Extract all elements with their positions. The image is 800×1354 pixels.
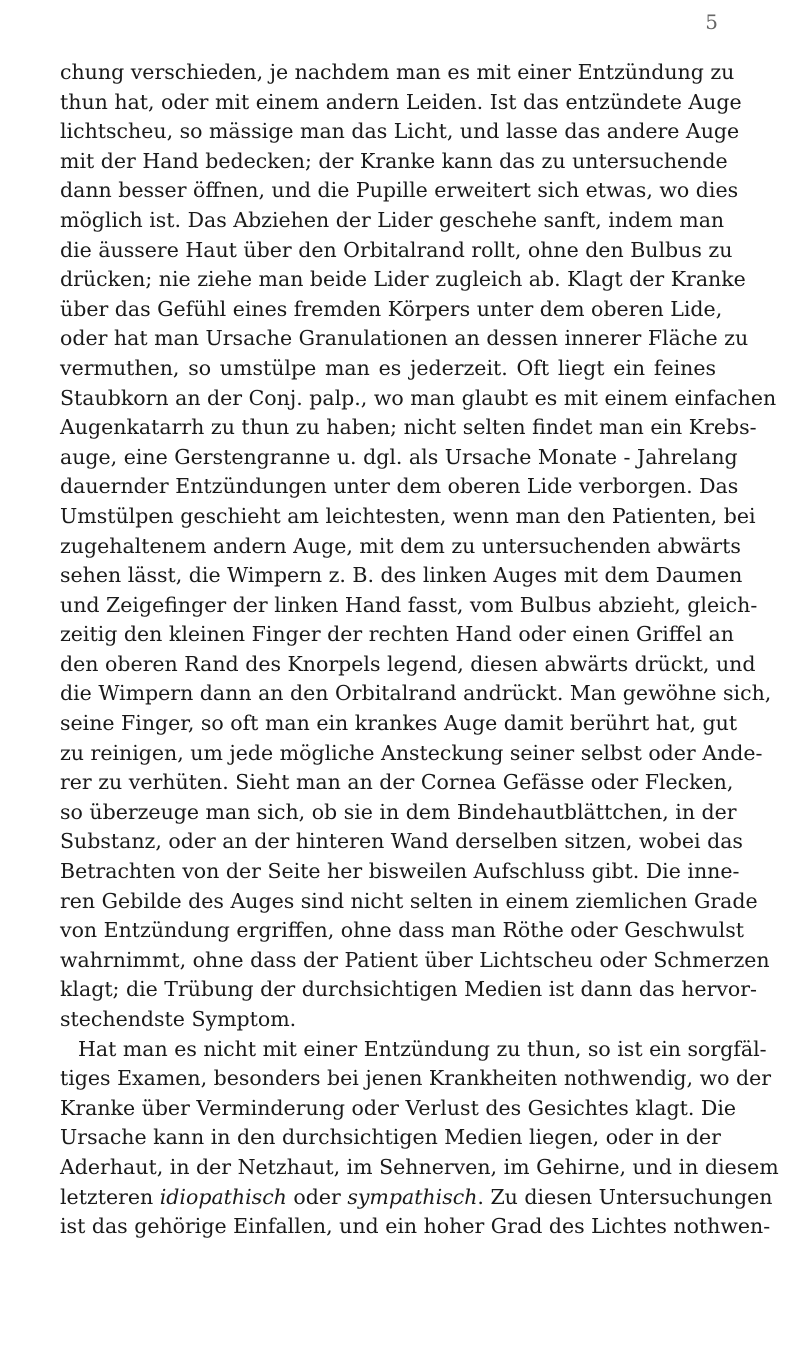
text-line: tiges Examen, besonders bei jenen Krankheiten nothwendig, wo der (60, 1066, 772, 1091)
text-line: drücken; nie ziehe man beide Lider zugleich ab. Klagt der Kranke (60, 267, 746, 292)
text-line: oder hat man Ursache Granulationen an dessen innerer Fläche zu (60, 326, 749, 351)
text-line: Substanz, oder an der hinteren Wand derselben sitzen, wobei das (60, 829, 743, 854)
text-fragment: oder (286, 1184, 348, 1209)
italic-term-idiopathisch: idiopathisch (159, 1184, 287, 1209)
text-fragment: . Zu diesen Untersuchungen (477, 1184, 773, 1209)
text-line: die Wimpern dann an den Orbitalrand andrückt. Man gewöhne sich, (60, 681, 772, 706)
text-line: Ursache kann in den durchsichtigen Medien liegen, oder in der (60, 1125, 721, 1150)
paragraph-1 (60, 58, 777, 1035)
page-number: 5 (705, 10, 718, 34)
text-line: von Entzündung ergriffen, ohne dass man Röthe oder Geschwulst (60, 918, 744, 943)
text-line: Staubkorn an der Conj. palp., wo man glaubt es mit einem einfachen (60, 385, 777, 410)
text-line: zeitig den kleinen Finger der rechten Hand oder einen Griffel an (60, 622, 734, 647)
text-line: Umstülpen geschieht am leichtesten, wenn man den Patienten, bei (60, 503, 756, 528)
text-line: Kranke über Verminderung oder Verlust des Gesichtes klagt. Die (60, 1095, 737, 1120)
text-line: lichtscheu, so mässige man das Licht, und lasse das andere Auge (60, 119, 740, 144)
text-line: die äussere Haut über den Orbitalrand rollt, ohne den Bulbus zu (60, 237, 733, 262)
text-line: auge, eine Gerstengranne u. dgl. als Ursache Monate - Jahrelang (60, 444, 738, 469)
text-line: dann besser öffnen, und die Pupille erweitert sich etwas, wo dies (60, 178, 739, 203)
text-line: thun hat, oder mit einem andern Leiden. Ist das entzündete Auge (60, 89, 742, 114)
text-line: Aderhaut, in der Netzhaut, im Sehnerven, im Gehirne, und in diesem (60, 1154, 779, 1179)
text-line: sehen lässt, die Wimpern z. B. des linken Auges mit dem Daumen (60, 563, 743, 588)
text-line: dauernder Entzündungen unter dem oberen Lide verborgen. Das (60, 474, 739, 499)
text-line: über das Gefühl eines fremden Körpers unter dem oberen Lide, (60, 296, 723, 321)
text-line: wahrnimmt, ohne dass der Patient über Lichtscheu oder Schmerzen (60, 947, 770, 972)
text-line: und Zeigefinger der linken Hand fasst, vom Bulbus abzieht, gleich- (60, 592, 758, 617)
text-line: stechendste Symptom. (60, 1007, 297, 1031)
text-fragment: letzteren (60, 1184, 160, 1209)
text-line: klagt; die Trübung der durchsichtigen Medien ist dann das hervor- (60, 977, 757, 1002)
text-line: vermuthen, so umstülpe man es jederzeit. Oft liegt ein feines (60, 355, 716, 380)
text-line: seine Finger, so oft man ein krankes Auge damit berührt hat, gut (60, 711, 738, 736)
text-line: Hat man es nicht mit einer Entzündung zu thun, so ist ein sorgfäl- (78, 1036, 767, 1061)
text-line: Augenkatarrh zu thun zu haben; nicht selten findet man ein Krebs- (60, 415, 757, 440)
paragraph-2 (60, 1035, 779, 1242)
text-line: rer zu verhüten. Sieht man an der Cornea Gefässe oder Flecken, (60, 770, 734, 795)
text-line: zugehaltenem andern Auge, mit dem zu untersuchenden abwärts (60, 533, 741, 558)
text-line: so überzeuge man sich, ob sie in dem Bindehautblättchen, in der (60, 799, 737, 824)
body-text (60, 58, 779, 1242)
text-line-with-italics (60, 1183, 773, 1213)
text-line: Betrachten von der Seite her bisweilen Aufschluss gibt. Die inne- (60, 859, 740, 884)
text-line: zu reinigen, um jede mögliche Ansteckung seiner selbst oder Ande- (60, 740, 763, 765)
text-line: möglich ist. Das Abziehen der Lider geschehe sanft, indem man (60, 207, 725, 232)
text-line: ist das gehörige Einfallen, und ein hoher Grad des Lichtes nothwen- (60, 1214, 771, 1239)
text-line: chung verschieden, je nachdem man es mit einer Entzündung zu (60, 60, 735, 84)
text-line: ren Gebilde des Auges sind nicht selten in einem ziemlichen Grade (60, 888, 758, 913)
text-line: mit der Hand bedecken; der Kranke kann das zu untersuchende (60, 148, 728, 173)
text-line: den oberen Rand des Knorpels legend, diesen abwärts drückt, und (60, 651, 756, 676)
italic-term-sympathisch: sympathisch (347, 1184, 478, 1209)
